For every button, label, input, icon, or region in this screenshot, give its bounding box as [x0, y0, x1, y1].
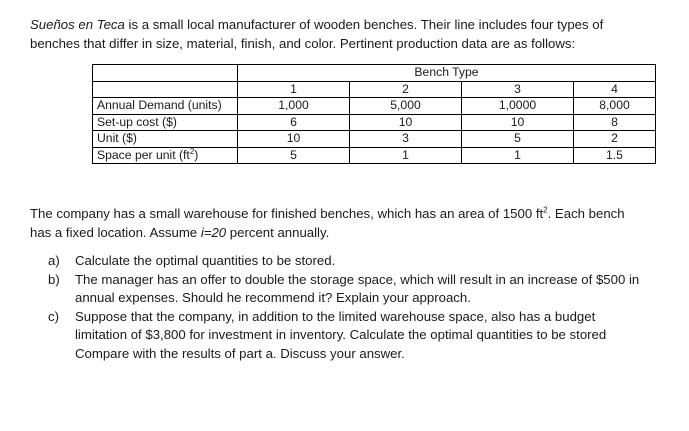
question-item — [48, 252, 658, 271]
question-line: Calculate the optimal quantities to be stored. — [75, 253, 336, 268]
column-header: 4 — [574, 81, 656, 98]
question-line: The manager has an offer to double the storage space, which will result in an increase of $500 in — [75, 271, 640, 287]
row-label: Unit ($) — [93, 131, 238, 148]
table-column-header-row — [93, 81, 656, 98]
table-cell: 2 — [574, 131, 656, 148]
table-row — [93, 131, 656, 148]
table-cell: 5 — [238, 147, 350, 164]
table-corner-cell — [93, 65, 238, 82]
question-letter: a) — [48, 253, 60, 268]
question-letter: b) — [48, 271, 60, 287]
warehouse-paragraph — [30, 204, 670, 242]
table-cell: 1.5 — [574, 147, 656, 164]
table-cell: 6 — [238, 114, 350, 131]
column-header: 1 — [238, 81, 350, 98]
table-cell: 5 — [462, 131, 574, 148]
intro-line-2: benches that differ in size, material, finish, and color. Pertinent production data are as follows: — [30, 36, 576, 51]
table-cell: 1,0000 — [462, 98, 574, 115]
table-cell: 8 — [574, 114, 656, 131]
table-cell: 3 — [350, 131, 462, 148]
para-line-1: The company has a small warehouse for finished benches, which has an area of 1500 $ft^2$. Each bench — [30, 205, 625, 221]
question-list — [48, 252, 658, 363]
row-label: Space per unit $(ft^2)$ — [93, 147, 238, 164]
row-label: Set-up cost ($) — [93, 114, 238, 131]
row-label: Annual Demand (units) — [93, 98, 238, 115]
question-line: Compare with the results of part a. Discuss your answer. — [75, 345, 405, 361]
table-cell: 1 — [350, 147, 462, 164]
intro-paragraph — [30, 15, 670, 53]
table-cell: 10 — [462, 114, 574, 131]
production-data-table — [92, 64, 656, 164]
table-cell: 5,000 — [350, 98, 462, 115]
table-row — [93, 98, 656, 115]
para-line-2: has a fixed location. Assume i=20 percent annually. — [30, 225, 330, 240]
table-cell: 10 — [238, 131, 350, 148]
question-letter: c) — [48, 308, 59, 324]
table-cell: 1,000 — [238, 98, 350, 115]
table-cell: 10 — [350, 114, 462, 131]
intro-line-1: Sueños en Teca is a small local manufacturer of wooden benches. Their line includes four types of — [30, 17, 604, 32]
question-item — [48, 271, 658, 308]
column-header: 3 — [462, 81, 574, 98]
company-name: Sueños en Teca — [30, 17, 125, 32]
question-item — [48, 308, 658, 364]
table-cell: 1 — [462, 147, 574, 164]
question-line: Suppose that the company, in addition to the limited warehouse space, also has a budget — [75, 308, 596, 324]
table-row — [93, 147, 656, 164]
table-row — [93, 114, 656, 131]
column-header: 2 — [350, 81, 462, 98]
table-corner-cell — [93, 81, 238, 98]
question-line: limitation of $3,800 for investment in inventory. Calculate the optimal quantities to be stored — [75, 327, 607, 342]
table-cell: 8,000 — [574, 98, 656, 115]
question-line: annual expenses. Should he recommend it? Explain your approach. — [75, 290, 471, 305]
bench-type-header: Bench Type — [238, 65, 656, 82]
table-group-header-row — [93, 65, 656, 82]
